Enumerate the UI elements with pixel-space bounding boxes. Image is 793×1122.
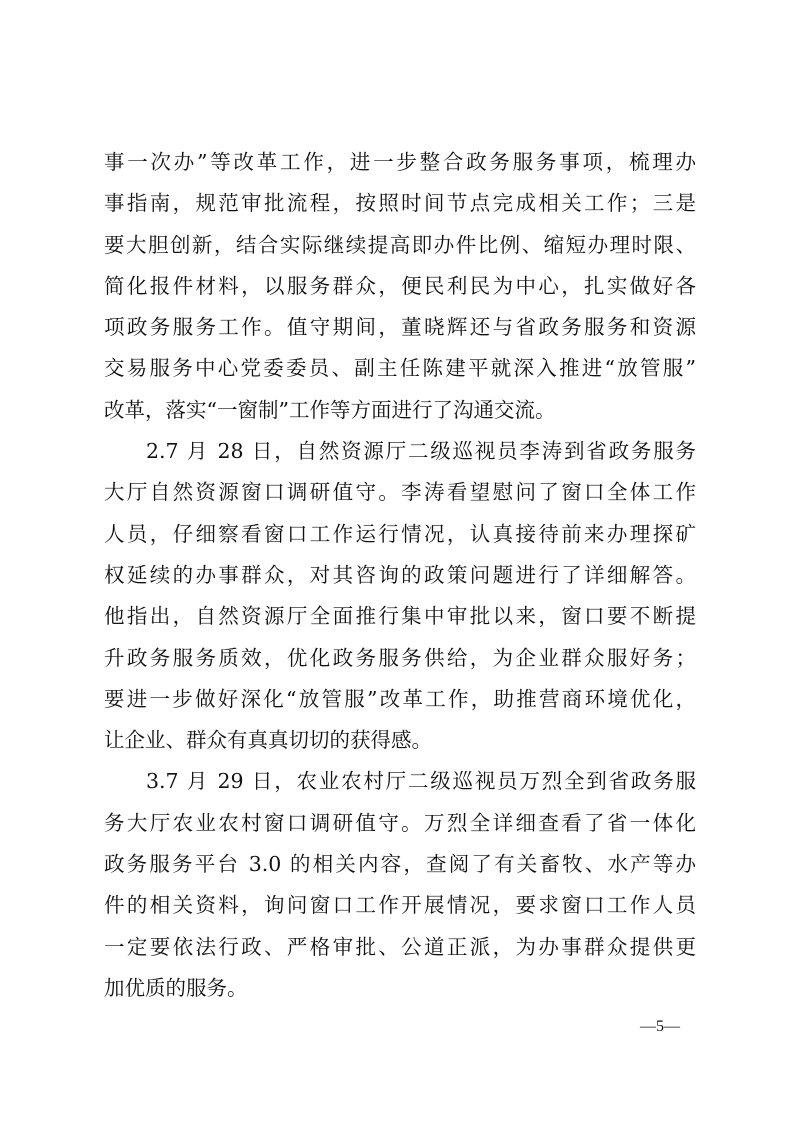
text-line: 政务服务平台 3.0 的相关内容，查阅了有关畜牧、水产等办 — [104, 852, 696, 877]
text-line: 事指南，规范审批流程，按照时间节点完成相关工作；三是 — [104, 191, 696, 216]
text-line: 务大厅农业农村窗口调研值守。万烈全详细查看了省一体化 — [104, 810, 696, 835]
text-line: 要大胆创新，结合实际继续提高即办件比例、缩短办理时限、 — [104, 232, 696, 257]
text-line: 升政务服务质效，优化政务服务供给，为企业群众服好务； — [104, 645, 696, 670]
text-line: 项政务服务工作。值守期间，董晓辉还与省政务服务和资源 — [104, 315, 696, 340]
text-line: 一定要依法行政、严格审批、公道正派，为办事群众提供更 — [104, 934, 696, 959]
text-line: 大厅自然资源窗口调研值守。李涛看望慰问了窗口全体工作 — [104, 480, 696, 505]
text-line: 事一次办”等改革工作，进一步整合政务服务事项，梳理办 — [104, 150, 696, 174]
text-line: 加优质的服务。 — [104, 975, 248, 1000]
text-line: 件的相关资料，询问窗口工作开展情况，要求窗口工作人员 — [104, 893, 696, 918]
text-line: 交易服务中心党委委员、副主任陈建平就深入推进“放管服” — [104, 356, 696, 381]
text-line: 他指出，自然资源厅全面推行集中审批以来，窗口要不断提 — [104, 604, 696, 629]
page-number: —5— — [640, 1018, 680, 1035]
text-line: 人员，仔细察看窗口工作运行情况，认真接待前来办理探矿 — [104, 521, 696, 546]
body-text — [104, 142, 696, 1009]
text-line: 让企业、群众有真真切切的获得感。 — [104, 728, 432, 753]
paragraph-start-line: 3.7 月 29 日，农业农村厅二级巡视员万烈全到省政务服 — [146, 769, 696, 794]
text-line: 简化报件材料，以服务群众，便民利民为中心，扎实做好各 — [104, 273, 696, 298]
text-line: 权延续的办事群众，对其咨询的政策问题进行了详细解答。 — [104, 562, 696, 587]
paragraph-start-line: 2.7 月 28 日，自然资源厅二级巡视员李涛到省政务服务 — [146, 439, 696, 464]
text-line: 要进一步做好深化“放管服”改革工作，助推营商环境优化， — [104, 686, 696, 711]
text-line: 改革，落实“一窗制”工作等方面进行了沟通交流。 — [104, 397, 556, 422]
